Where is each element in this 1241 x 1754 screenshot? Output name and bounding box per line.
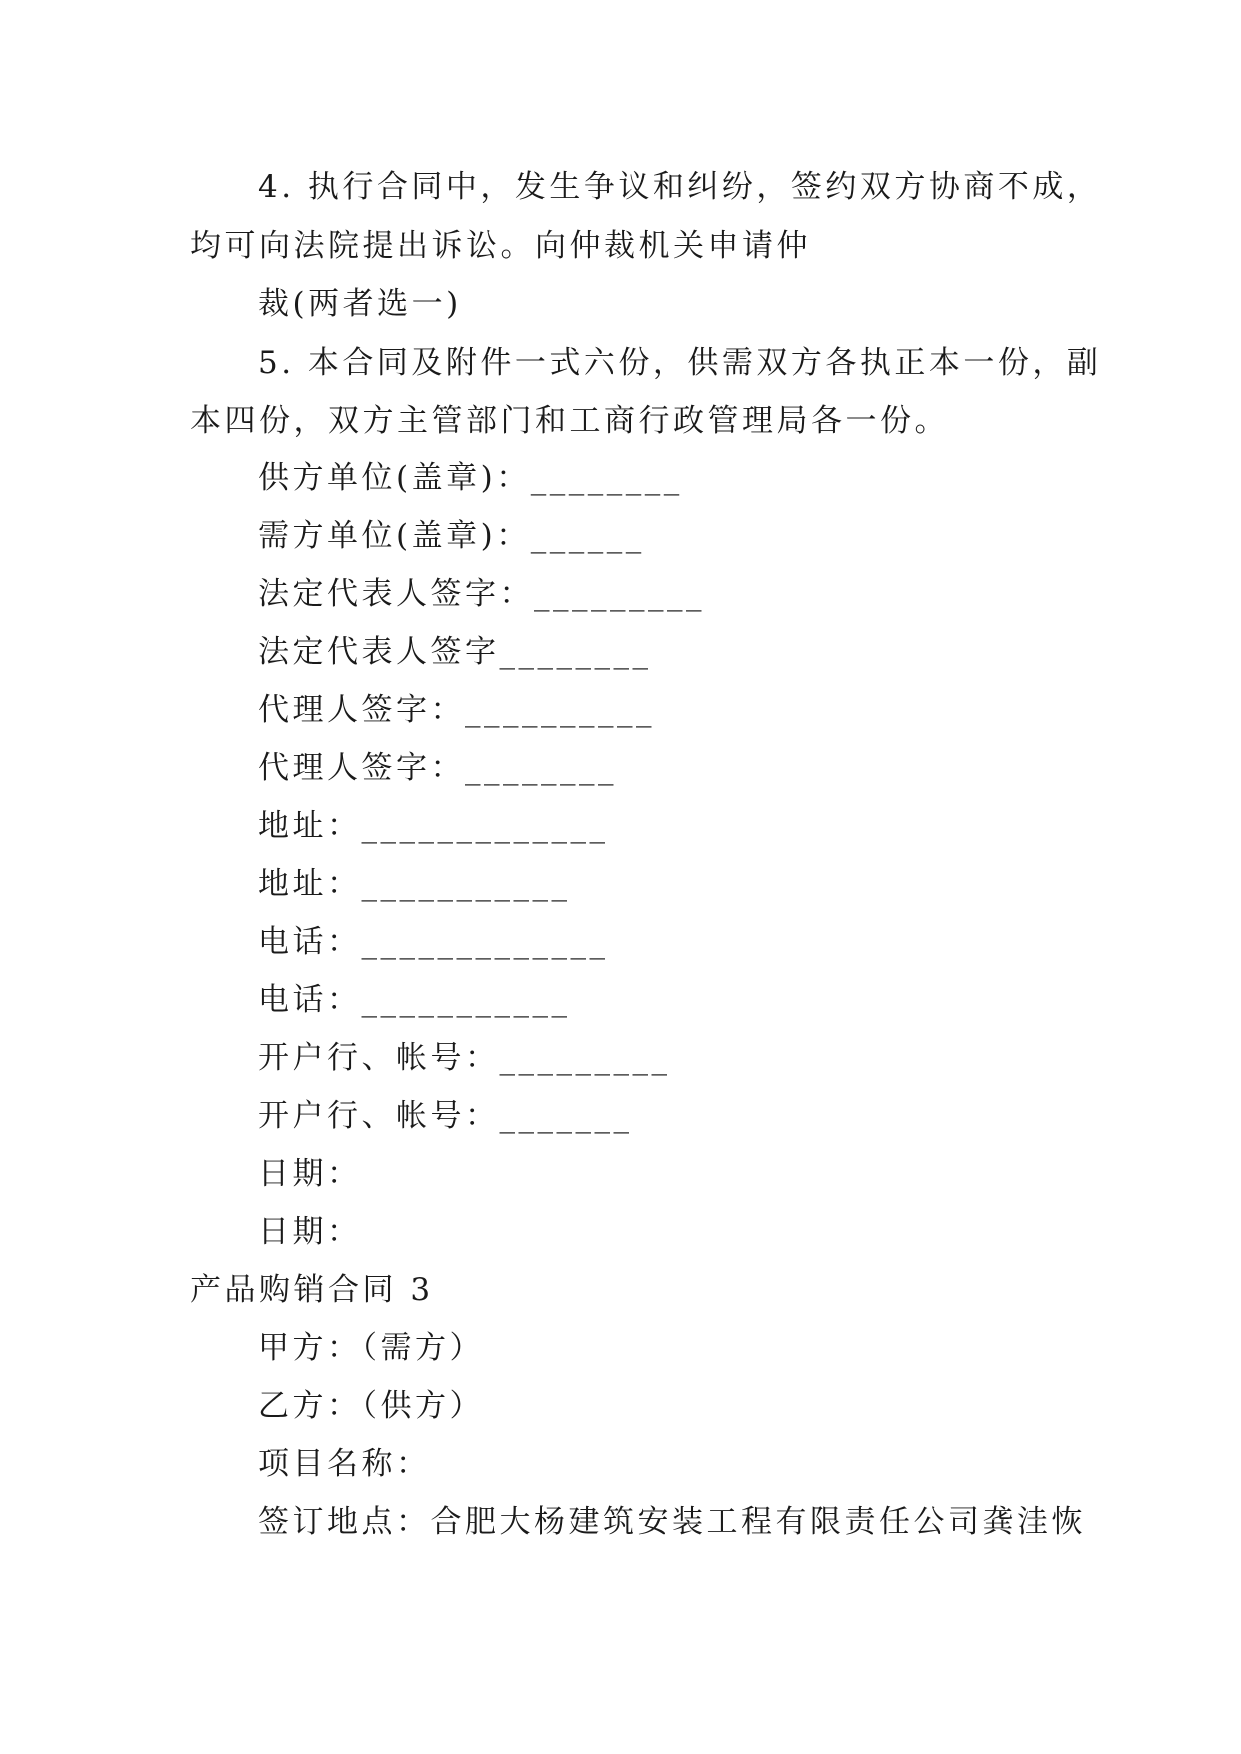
bank-account-field: 开户行、帐号：_________	[258, 1040, 671, 1076]
legal-rep-signature-field: 法定代表人签字：_________	[258, 576, 705, 612]
signing-place-line: 签订地点：合肥大杨建筑安装工程有限责任公司龚洼恢	[258, 1504, 1086, 1540]
party-b-line: 乙方：（供方）	[258, 1388, 484, 1424]
project-name-line: 项目名称：	[258, 1446, 431, 1482]
supplier-unit-field: 供方单位(盖章)：________	[258, 460, 683, 496]
legal-rep-signature-field-2: 法定代表人签字________	[258, 634, 652, 670]
party-a-line: 甲方：（需方）	[258, 1330, 484, 1366]
clause-5-line-1: 5. 本合同及附件一式六份，供需双方各执正本一份，副	[258, 345, 1102, 381]
address-field: 地址：_____________	[258, 808, 609, 844]
section-heading: 产品购销合同 3	[190, 1272, 434, 1308]
clause-4-line-2: 均可向法院提出诉讼。向仲裁机关申请仲	[190, 228, 811, 264]
bank-account-field-2: 开户行、帐号：_______	[258, 1098, 633, 1134]
date-field-2: 日期：	[258, 1214, 362, 1250]
phone-field: 电话：_____________	[258, 924, 609, 960]
phone-field-2: 电话：___________	[258, 982, 571, 1018]
clause-5-line-2: 本四份，双方主管部门和工商行政管理局各一份。	[190, 403, 949, 439]
clause-4-line-1: 4. 执行合同中，发生争议和纠纷，签约双方协商不成，	[258, 169, 1102, 205]
address-field-2: 地址：___________	[258, 866, 571, 902]
agent-signature-field: 代理人签字：__________	[258, 692, 655, 728]
agent-signature-field-2: 代理人签字：________	[258, 750, 617, 786]
date-field: 日期：	[258, 1156, 362, 1192]
clause-4-line-3: 裁(两者选一)	[258, 286, 462, 322]
buyer-unit-field: 需方单位(盖章)：______	[258, 518, 645, 554]
